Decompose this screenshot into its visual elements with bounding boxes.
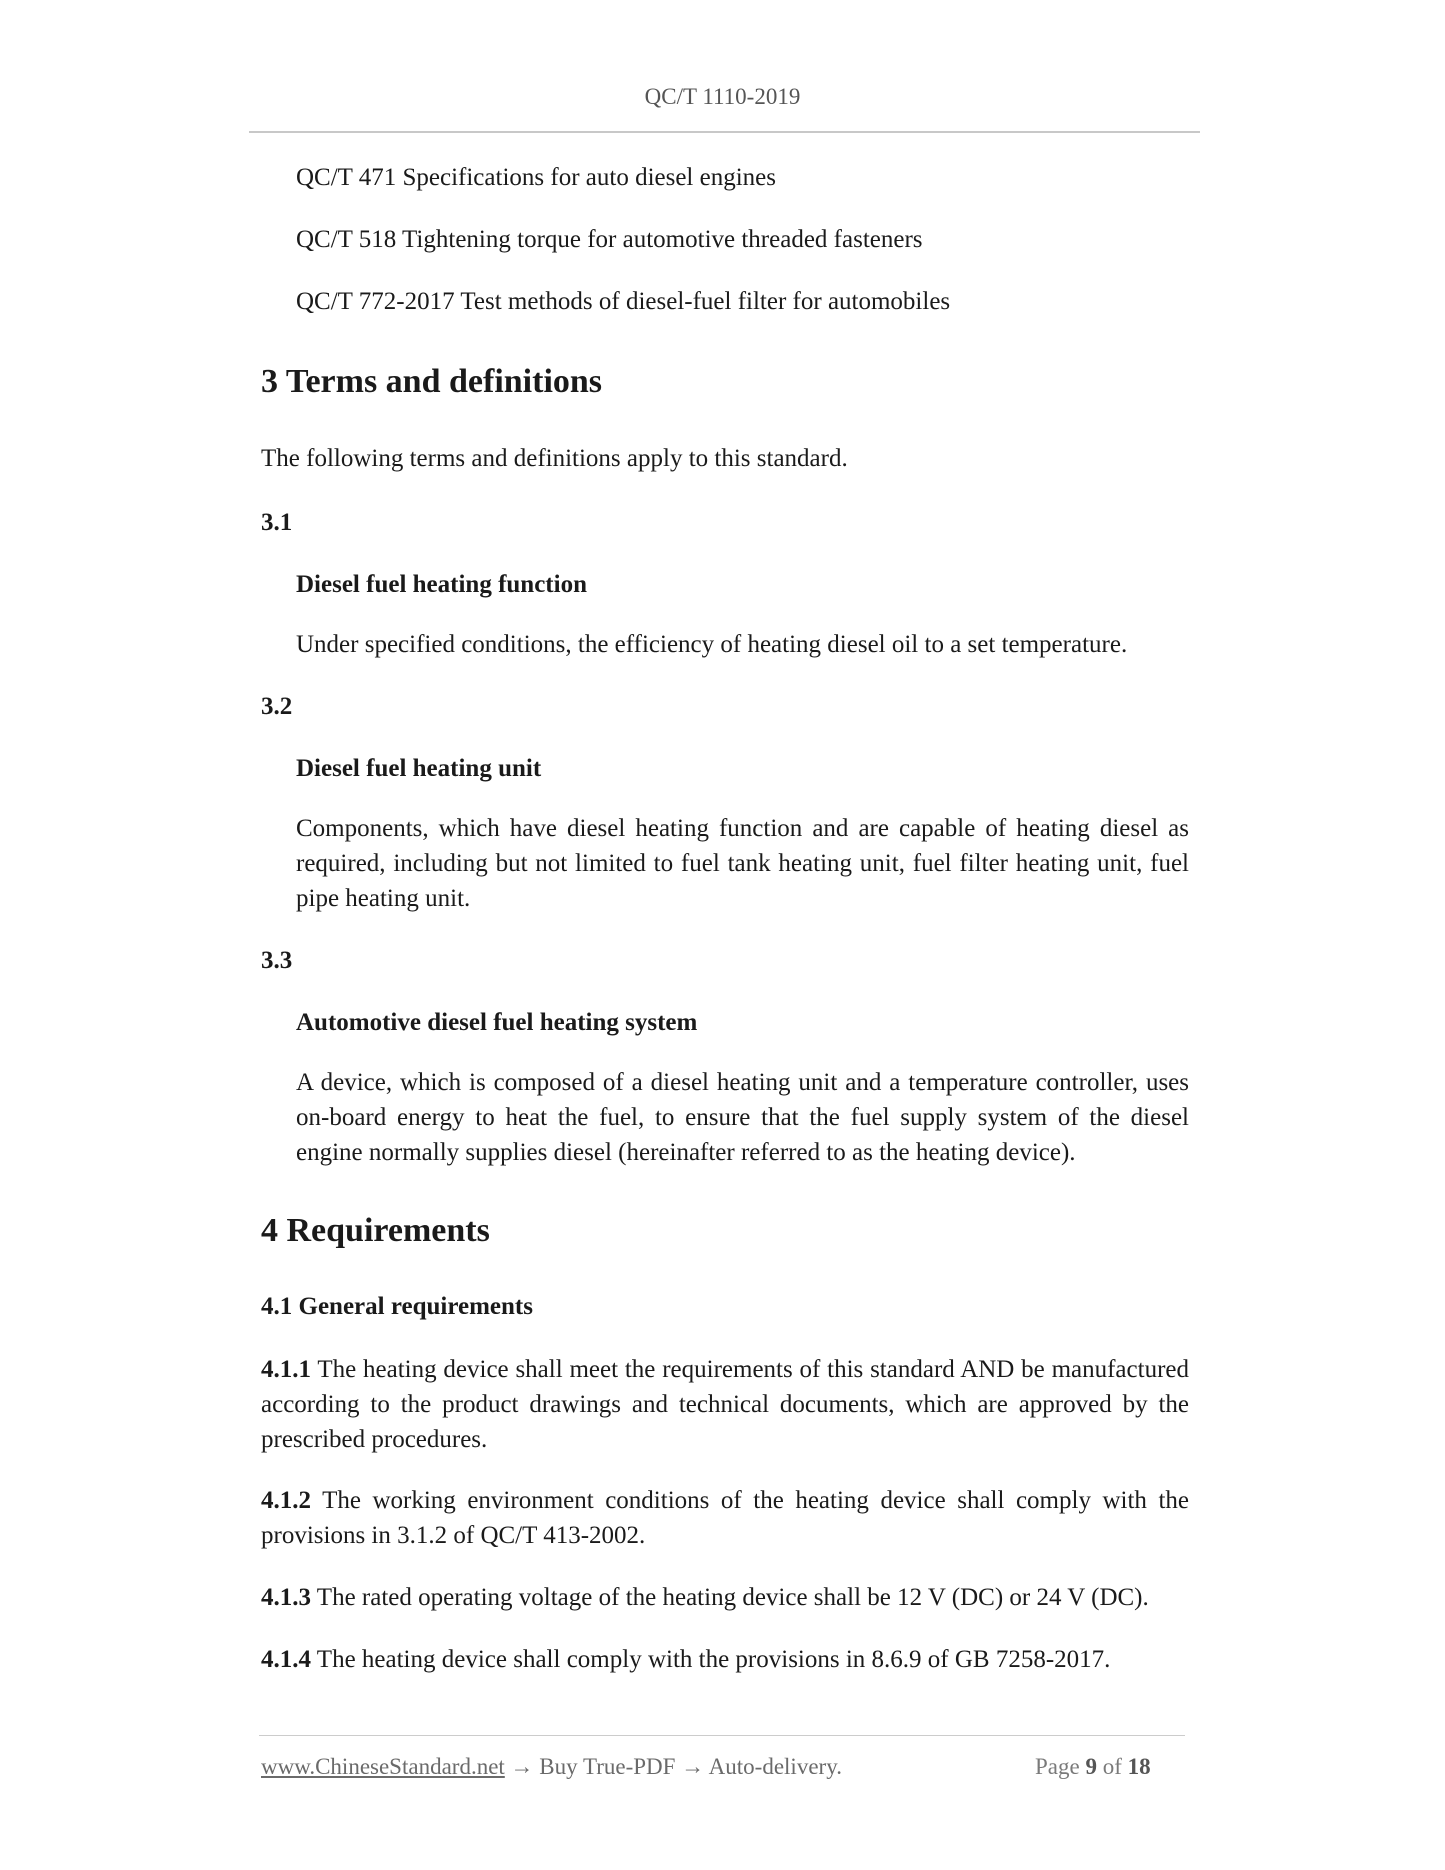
- clause-paragraph: [261, 1642, 1110, 1677]
- of-label: of: [1102, 1754, 1122, 1779]
- term-title: Automotive diesel fuel heating system: [296, 1009, 698, 1036]
- clause-text: The working environment conditions of the heating device shall comply with the provisions in 3.1.2 of QC/T 413-2002.: [261, 1487, 1189, 1549]
- reference-item: QC/T 471 Specifications for auto diesel engines: [296, 164, 776, 191]
- footer-promo: [261, 1754, 842, 1780]
- page-label: Page: [1035, 1754, 1080, 1779]
- clause-paragraph: [261, 1483, 1189, 1553]
- auto-delivery-text: Auto-delivery.: [708, 1754, 842, 1779]
- section-heading-terms: 3 Terms and definitions: [261, 363, 603, 400]
- term-definition: Components, which have diesel heating function and are capable of heating diesel as required, including but not limited to fuel tank heating unit, fuel filter heating unit, fuel pipe heating unit.: [296, 815, 1189, 912]
- term-title: Diesel fuel heating function: [296, 571, 587, 598]
- clause-number: 4.1.3: [261, 1584, 311, 1611]
- reference-item: QC/T 518 Tightening torque for automotive threaded fasteners: [296, 226, 923, 253]
- arrow-icon: →: [510, 1754, 534, 1779]
- section-heading-requirements: 4 Requirements: [261, 1212, 490, 1249]
- page-total: 18: [1127, 1754, 1151, 1779]
- buy-pdf-text: Buy True-PDF: [539, 1754, 676, 1779]
- term-definition: Under specified conditions, the efficiency of heating diesel oil to a set temperature.: [296, 631, 1128, 658]
- term-number: 3.3: [261, 947, 293, 974]
- term-number: 3.1: [261, 509, 293, 536]
- section-intro: The following terms and definitions apply to this standard.: [261, 445, 848, 472]
- clause-text: The rated operating voltage of the heating device shall be 12 V (DC) or 24 V (DC).: [311, 1584, 1149, 1611]
- clause-number: 4.1.2: [261, 1487, 311, 1514]
- clause-text: The heating device shall meet the requirements of this standard AND be manufactured according to the product drawings and technical documents, which are approved by the prescribed procedures.: [261, 1356, 1189, 1453]
- page-current: 9: [1085, 1754, 1097, 1779]
- running-header-title: QC/T 1110-2019: [644, 84, 801, 109]
- clause-number: 4.1.1: [261, 1356, 311, 1383]
- subsection-heading: 4.1 General requirements: [261, 1293, 533, 1320]
- term-number: 3.2: [261, 693, 293, 720]
- page-indicator: [1035, 1754, 1151, 1780]
- term-title: Diesel fuel heating unit: [296, 755, 542, 782]
- website-link[interactable]: www.ChineseStandard.net: [261, 1754, 505, 1779]
- clause-paragraph: [261, 1580, 1149, 1615]
- clause-paragraph: [261, 1352, 1189, 1457]
- reference-item: QC/T 772-2017 Test methods of diesel-fuel filter for automobiles: [296, 288, 951, 315]
- term-definition: A device, which is composed of a diesel heating unit and a temperature controller, uses on-board energy to heat the fuel, to ensure that the fuel supply system of the diesel engine normally supplies diesel (hereinafter referred to as the heating device).: [296, 1069, 1189, 1166]
- arrow-icon: →: [681, 1754, 705, 1779]
- clause-text: The heating device shall comply with the provisions in 8.6.9 of GB 7258-2017.: [311, 1646, 1111, 1673]
- footer-divider: [259, 1735, 1185, 1736]
- clause-number: 4.1.4: [261, 1646, 311, 1673]
